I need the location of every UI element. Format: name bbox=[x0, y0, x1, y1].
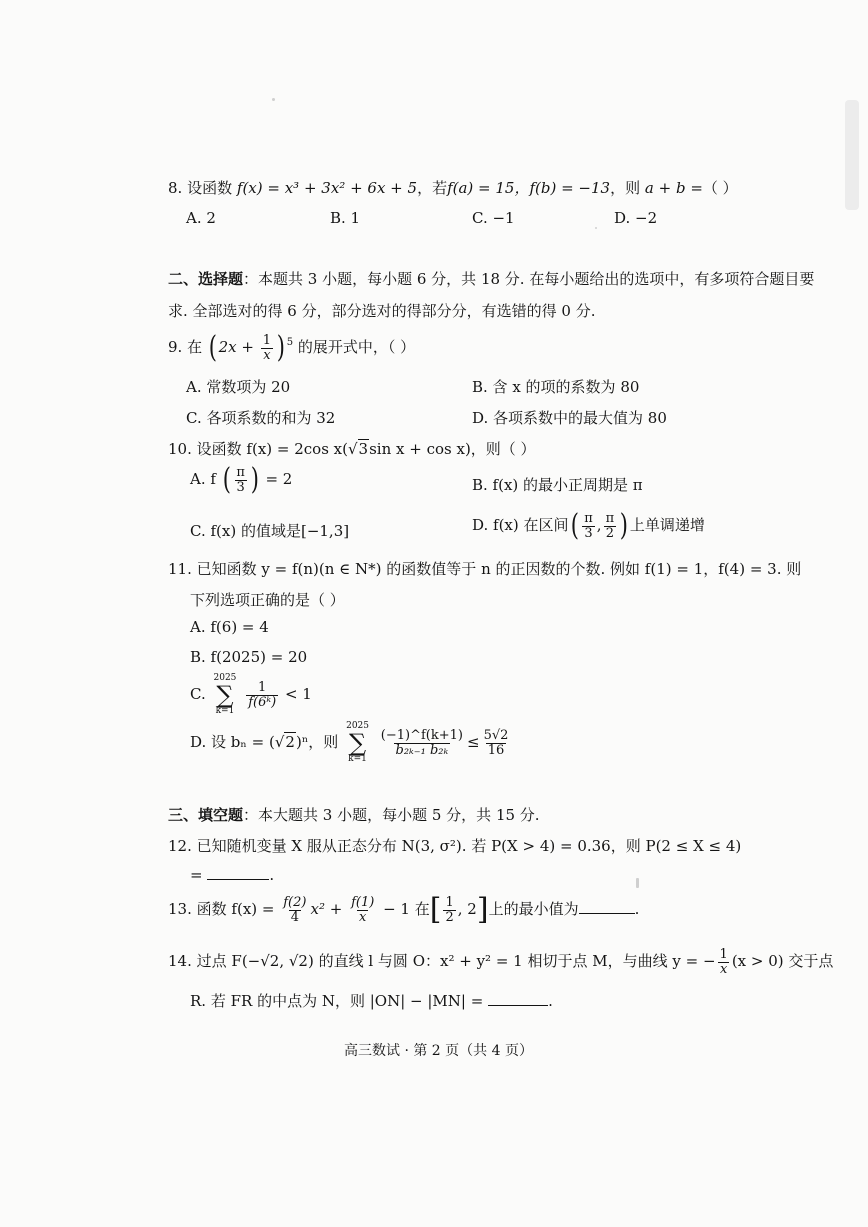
question-10-stem: 10. 设函数 f(x) = 2cos x(√3sin x + cos x)，则（ ） bbox=[168, 440, 536, 458]
summation-symbol: 2025 ∑ k=1 bbox=[213, 673, 237, 716]
option-b: B. f(x) 的最小正周期是 π bbox=[472, 476, 643, 494]
question-number: 8. bbox=[168, 179, 183, 197]
question-14-answer-line: R. 若 FR 的中点为 N，则 |ON| − |MN| = . bbox=[190, 992, 553, 1010]
option-a: A. f(6) = 4 bbox=[190, 618, 269, 636]
scan-speck bbox=[636, 878, 639, 888]
section-2-heading: 二、选择题：本题共 3 小题，每小题 6 分，共 18 分. 在每小题给出的选项中，有多项符合题目要 bbox=[168, 270, 815, 288]
option-a: A. f ( $\frac{\pi}{3}$ ) = 2 bbox=[190, 462, 293, 498]
answer-blank[interactable] bbox=[207, 867, 269, 880]
question-number: 13. bbox=[168, 900, 192, 919]
question-13-stem: 13. 函数 f(x) = $\frac{f(2)}{4}$ x² + $\frac{f(1)}{x}$ − 1 在[ $\frac{1}{2}$ , 2]上的最小值为 . bbox=[168, 892, 640, 928]
option-a: A. 2 bbox=[186, 209, 216, 227]
option-a: A. 常数项为 20 bbox=[186, 378, 291, 396]
question-number: 9. bbox=[168, 338, 183, 357]
option-c: C. 2025 ∑ k=1 $\frac{1}{\text{f(6ᵏ)}}$ < 1 bbox=[190, 673, 312, 716]
question-number: 14. bbox=[168, 952, 192, 971]
scan-edge-shadow bbox=[845, 100, 859, 210]
question-11-stem: 11. 已知函数 y = f(n)(n ∈ N*) 的函数值等于 n 的正因数的个数. 例如 f(1) = 1，f(4) = 3. 则 bbox=[168, 560, 802, 578]
option-c: C. f(x) 的值域是[−1,3] bbox=[190, 522, 350, 540]
option-d: D. 各项系数中的最大值为 80 bbox=[472, 409, 667, 427]
section-title: 三、填空题 bbox=[168, 806, 244, 824]
option-d: D. f(x) 在区间( $\frac{\pi}{3}$ , $\frac{\pi}{2}$ ) 上单调递增 bbox=[472, 508, 705, 544]
option-b: B. f(2025) = 20 bbox=[190, 648, 308, 666]
option-c: C. −1 bbox=[472, 209, 515, 227]
question-number: 12. bbox=[168, 837, 192, 855]
question-8-stem: 8. 设函数 f(x) = x³ + 3x² + 6x + 5，若f(a) = 15，f(b) = −13，则 a + b =（ ） bbox=[168, 179, 738, 197]
question-14-stem: 14. 过点 F(−√2, √2) 的直线 l 与圆 O：x² + y² = 1 相切于点 M，与曲线 y = − $\frac{1}{x}$ (x > 0) 交于点 bbox=[168, 947, 834, 977]
section-3-heading: 三、填空题：本大题共 3 小题，每小题 5 分，共 15 分. bbox=[168, 806, 540, 824]
scan-speck bbox=[272, 98, 275, 101]
option-b: B. 含 x 的项的系数为 80 bbox=[472, 378, 640, 396]
question-12-answer-line: = . bbox=[190, 866, 275, 884]
page-footer: 高三数试 · 第 2 页（共 4 页） bbox=[344, 1043, 533, 1059]
option-b: B. 1 bbox=[330, 209, 361, 227]
question-number: 10. bbox=[168, 440, 192, 458]
summation-symbol: 2025 ∑ k=1 bbox=[346, 721, 369, 764]
option-c: C. 各项系数的和为 32 bbox=[186, 409, 336, 427]
answer-blank[interactable] bbox=[488, 993, 548, 1006]
option-d: D. −2 bbox=[614, 209, 658, 227]
section-title: 二、选择题 bbox=[168, 270, 244, 288]
section-2-heading-line2: 求. 全部选对的得 6 分，部分选对的得部分分，有选错的得 0 分. bbox=[168, 302, 596, 320]
question-number: 11. bbox=[168, 560, 192, 578]
question-9-stem: 9. 在 ( 2x + $\frac{1}{x}$ ) $^5$ 的展开式中，（ ） bbox=[168, 330, 416, 366]
question-11-stem-line2: 下列选项正确的是（ ） bbox=[190, 591, 345, 609]
option-d: D. 设 bₙ = (√2)ⁿ，则 2025 ∑ k=1 $\frac{(-1)\^{}f(k+1)}{\text{b₂ₖ₋₁ b₂ₖ}}$ ≤ $\frac{5√2}{16}$ bbox=[190, 721, 509, 764]
question-12-stem: 12. 已知随机变量 X 服从正态分布 N(3, σ²). 若 P(X > 4) = 0.36，则 P(2 ≤ X ≤ 4) bbox=[168, 837, 742, 855]
answer-blank[interactable] bbox=[579, 901, 635, 914]
scan-speck bbox=[595, 227, 597, 229]
